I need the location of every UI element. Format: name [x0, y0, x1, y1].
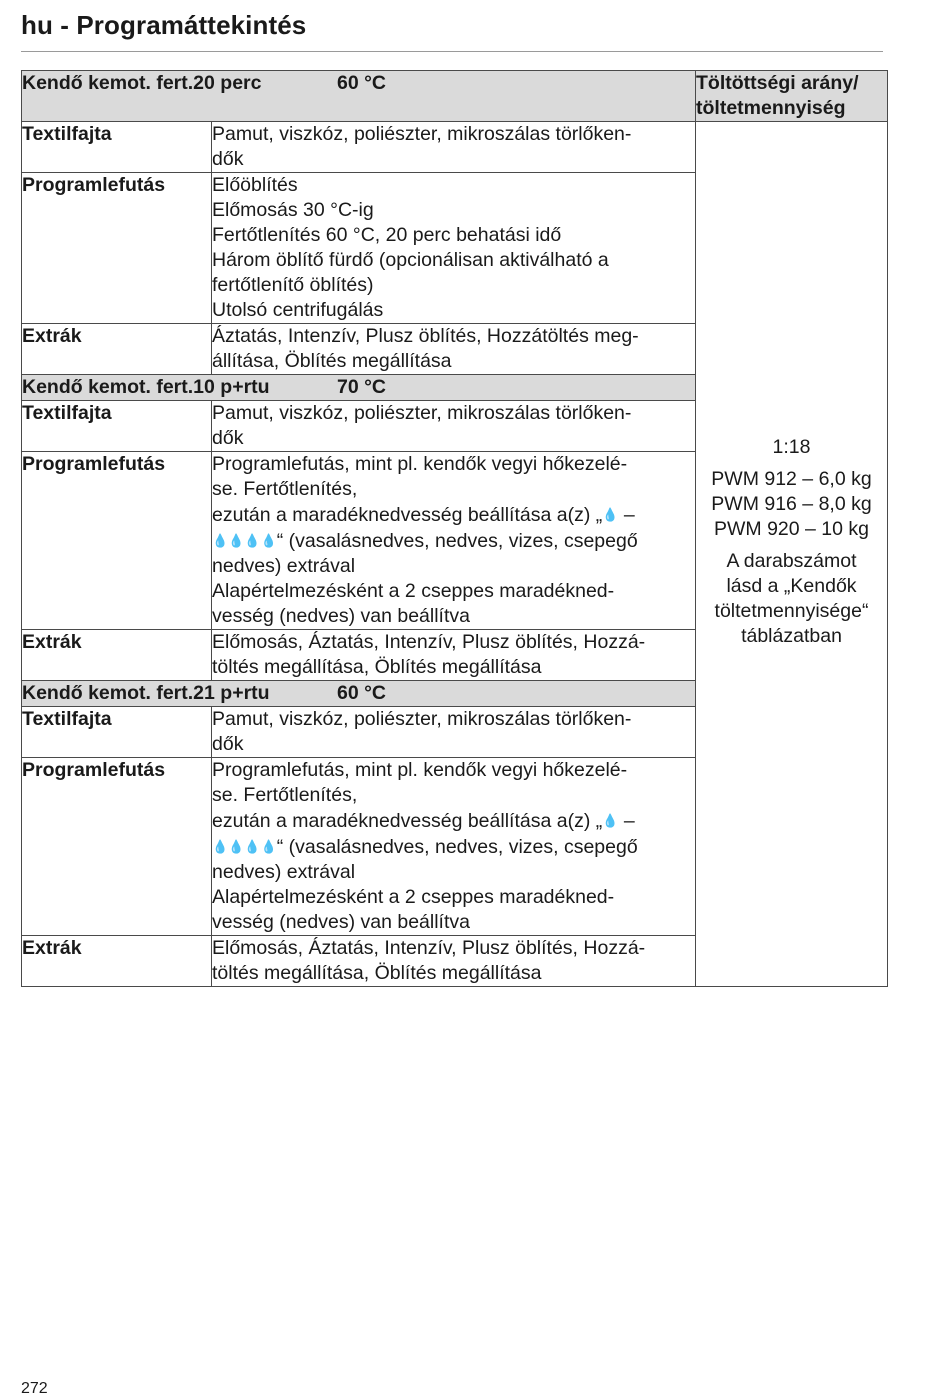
page-title: hu - Programáttekintés: [21, 10, 307, 40]
table-row: [22, 122, 888, 173]
extras-value: Előmosás, Áztatás, Intenzív, Plusz öblítés, Hozzá- töltés megállítása, Öblítés megállítása: [212, 630, 696, 681]
textile-value: Pamut, viszkóz, poliészter, mikroszálas törlőken- dők: [212, 707, 696, 758]
run-value: Előöblítés Előmosás 30 °C-ig Fertőtlenítés 60 °C, 20 perc behatási idő Három öblítő fürdő (opcionálisan aktiválható a fertőtlenítő öblítés) Utolsó centrifugálás: [212, 173, 696, 324]
row-label-run: Programlefutás: [22, 452, 212, 630]
row-label-run: Programlefutás: [22, 173, 212, 324]
load-column-header: Töltöttségi arány/ töltetmennyiség: [696, 71, 888, 122]
row-label-extras: Extrák: [22, 936, 212, 987]
drop-icon: 💧: [602, 813, 619, 828]
title-divider: [21, 51, 883, 52]
row-label-textile: Textilfajta: [22, 122, 212, 173]
model-load: PWM 920 – 10 kg: [714, 517, 869, 540]
drop-icon: 💧💧💧💧: [212, 533, 277, 548]
load-note: A darabszámot: [726, 549, 857, 572]
textile-value: Pamut, viszkóz, poliészter, mikroszálas törlőken- dők: [212, 401, 696, 452]
load-info-cell: [696, 122, 888, 987]
program-name: Kendő kemot. fert.10 p+rtu: [22, 376, 270, 398]
page-number: 272: [21, 1380, 48, 1397]
run-value: Programlefutás, mint pl. kendők vegyi hőkezelé- se. Fertőtlenítés, ezután a maradéknedvesség beállítása a(z) „💧 – 💧💧💧💧“ (vasalásnedves, nedves, vizes, csepegő nedves) extrával Alapértelmezésként a 2 cseppes maradékned- vesség (nedves) van beállítva: [212, 758, 696, 936]
run-value: Programlefutás, mint pl. kendők vegyi hőkezelé- se. Fertőtlenítés, ezután a maradéknedvesség beállítása a(z) „💧 – 💧💧💧💧“ (vasalásnedves, nedves, vizes, csepegő nedves) extrával Alapértelmezésként a 2 cseppes maradékned- vesség (nedves) van beállítva: [212, 452, 696, 630]
program-temperature: 60 °C: [337, 682, 386, 704]
load-note: töltetmennyisége“: [714, 599, 869, 622]
row-label-extras: Extrák: [22, 324, 212, 375]
load-ratio: 1:18: [772, 435, 811, 458]
model-load: PWM 912 – 6,0 kg: [711, 467, 872, 490]
section-header: [22, 71, 888, 122]
load-note: táblázatban: [741, 624, 842, 647]
row-label-run: Programlefutás: [22, 758, 212, 936]
row-label-textile: Textilfajta: [22, 401, 212, 452]
program-temperature: 70 °C: [337, 376, 386, 398]
row-label-extras: Extrák: [22, 630, 212, 681]
program-table: [21, 70, 888, 987]
model-load: PWM 916 – 8,0 kg: [711, 492, 872, 515]
program-temperature: 60 °C: [337, 72, 386, 94]
program-name: Kendő kemot. fert.20 perc: [22, 72, 262, 94]
drop-icon: 💧💧💧💧: [212, 839, 277, 854]
extras-value: Előmosás, Áztatás, Intenzív, Plusz öblítés, Hozzá- töltés megállítása, Öblítés megállítása: [212, 936, 696, 987]
textile-value: Pamut, viszkóz, poliészter, mikroszálas törlőken- dők: [212, 122, 696, 173]
load-note: lásd a „Kendők: [726, 574, 857, 597]
drop-icon: 💧: [602, 507, 619, 522]
program-name: Kendő kemot. fert.21 p+rtu: [22, 682, 270, 704]
row-label-textile: Textilfajta: [22, 707, 212, 758]
extras-value: Áztatás, Intenzív, Plusz öblítés, Hozzátöltés meg- állítása, Öblítés megállítása: [212, 324, 696, 375]
